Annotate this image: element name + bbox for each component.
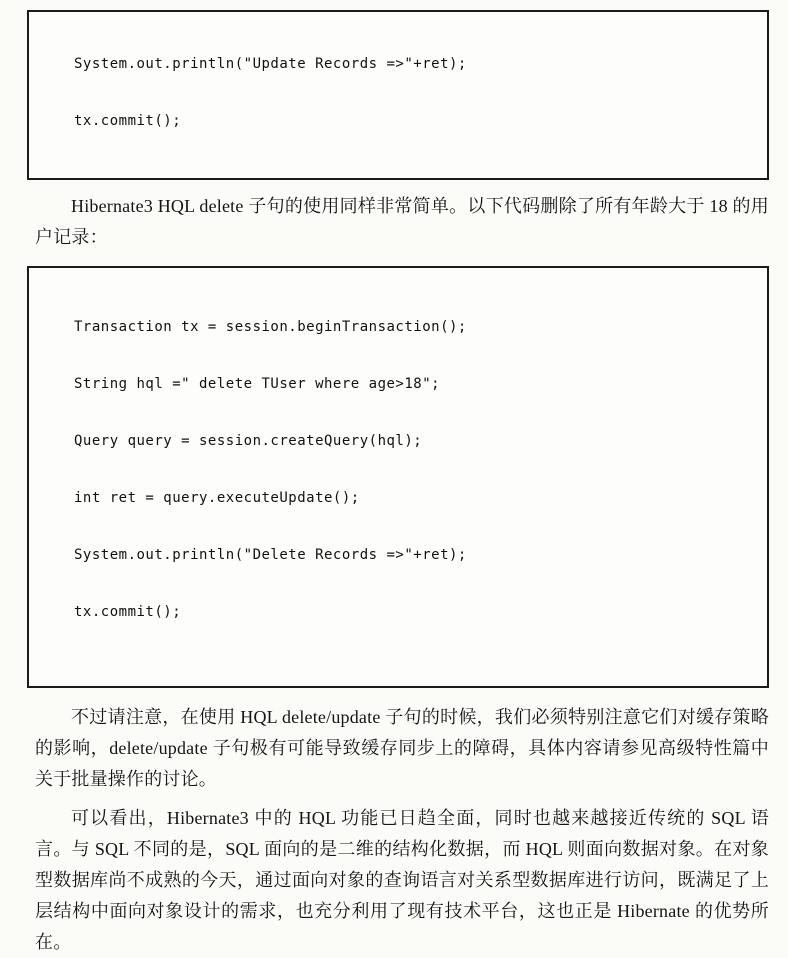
code-line: tx.commit(); bbox=[74, 604, 182, 620]
paragraph-hql-summary: 可以看出，Hibernate3 中的 HQL 功能已日趋全面，同时也越来越接近传统的 SQL 语言。与 SQL 不同的是，SQL 面向的是二维的结构化数据，而 HQL 则面向数据对象。在对象型数据库尚不成熟的今天，通过面向对象的查询语言对关系型数据库进行访问，既满足了上层结构中面向对象设计的需求，也充分利用了现有技术平台，这也正是 Hibernate 的优势所在。 bbox=[35, 808, 769, 952]
code-block-delete bbox=[27, 266, 769, 688]
code-line: System.out.println("Delete Records =>"+ret); bbox=[74, 547, 467, 563]
paragraph-delete-intro: Hibernate3 HQL delete 子句的使用同样非常简单。以下代码删除了所有年龄大于 18 的用户记录： bbox=[35, 196, 769, 247]
code-line: Transaction tx = session.beginTransaction(); bbox=[74, 319, 467, 335]
code-line: System.out.println("Update Records =>"+ret); bbox=[74, 56, 467, 72]
code-line: int ret = query.executeUpdate(); bbox=[74, 490, 360, 506]
paragraph-cache-warning: 不过请注意，在使用 HQL delete/update 子句的时候，我们必须特别注意它们对缓存策略的影响，delete/update 子句极有可能导致缓存同步上的障碍，具体内容请参见高级特性篇中关于批量操作的讨论。 bbox=[35, 707, 769, 789]
code-line: tx.commit(); bbox=[74, 113, 182, 129]
code-block-update bbox=[27, 10, 769, 180]
code-line: String hql =" delete TUser where age>18"; bbox=[74, 376, 441, 392]
code-line: Query query = session.createQuery(hql); bbox=[74, 433, 423, 449]
